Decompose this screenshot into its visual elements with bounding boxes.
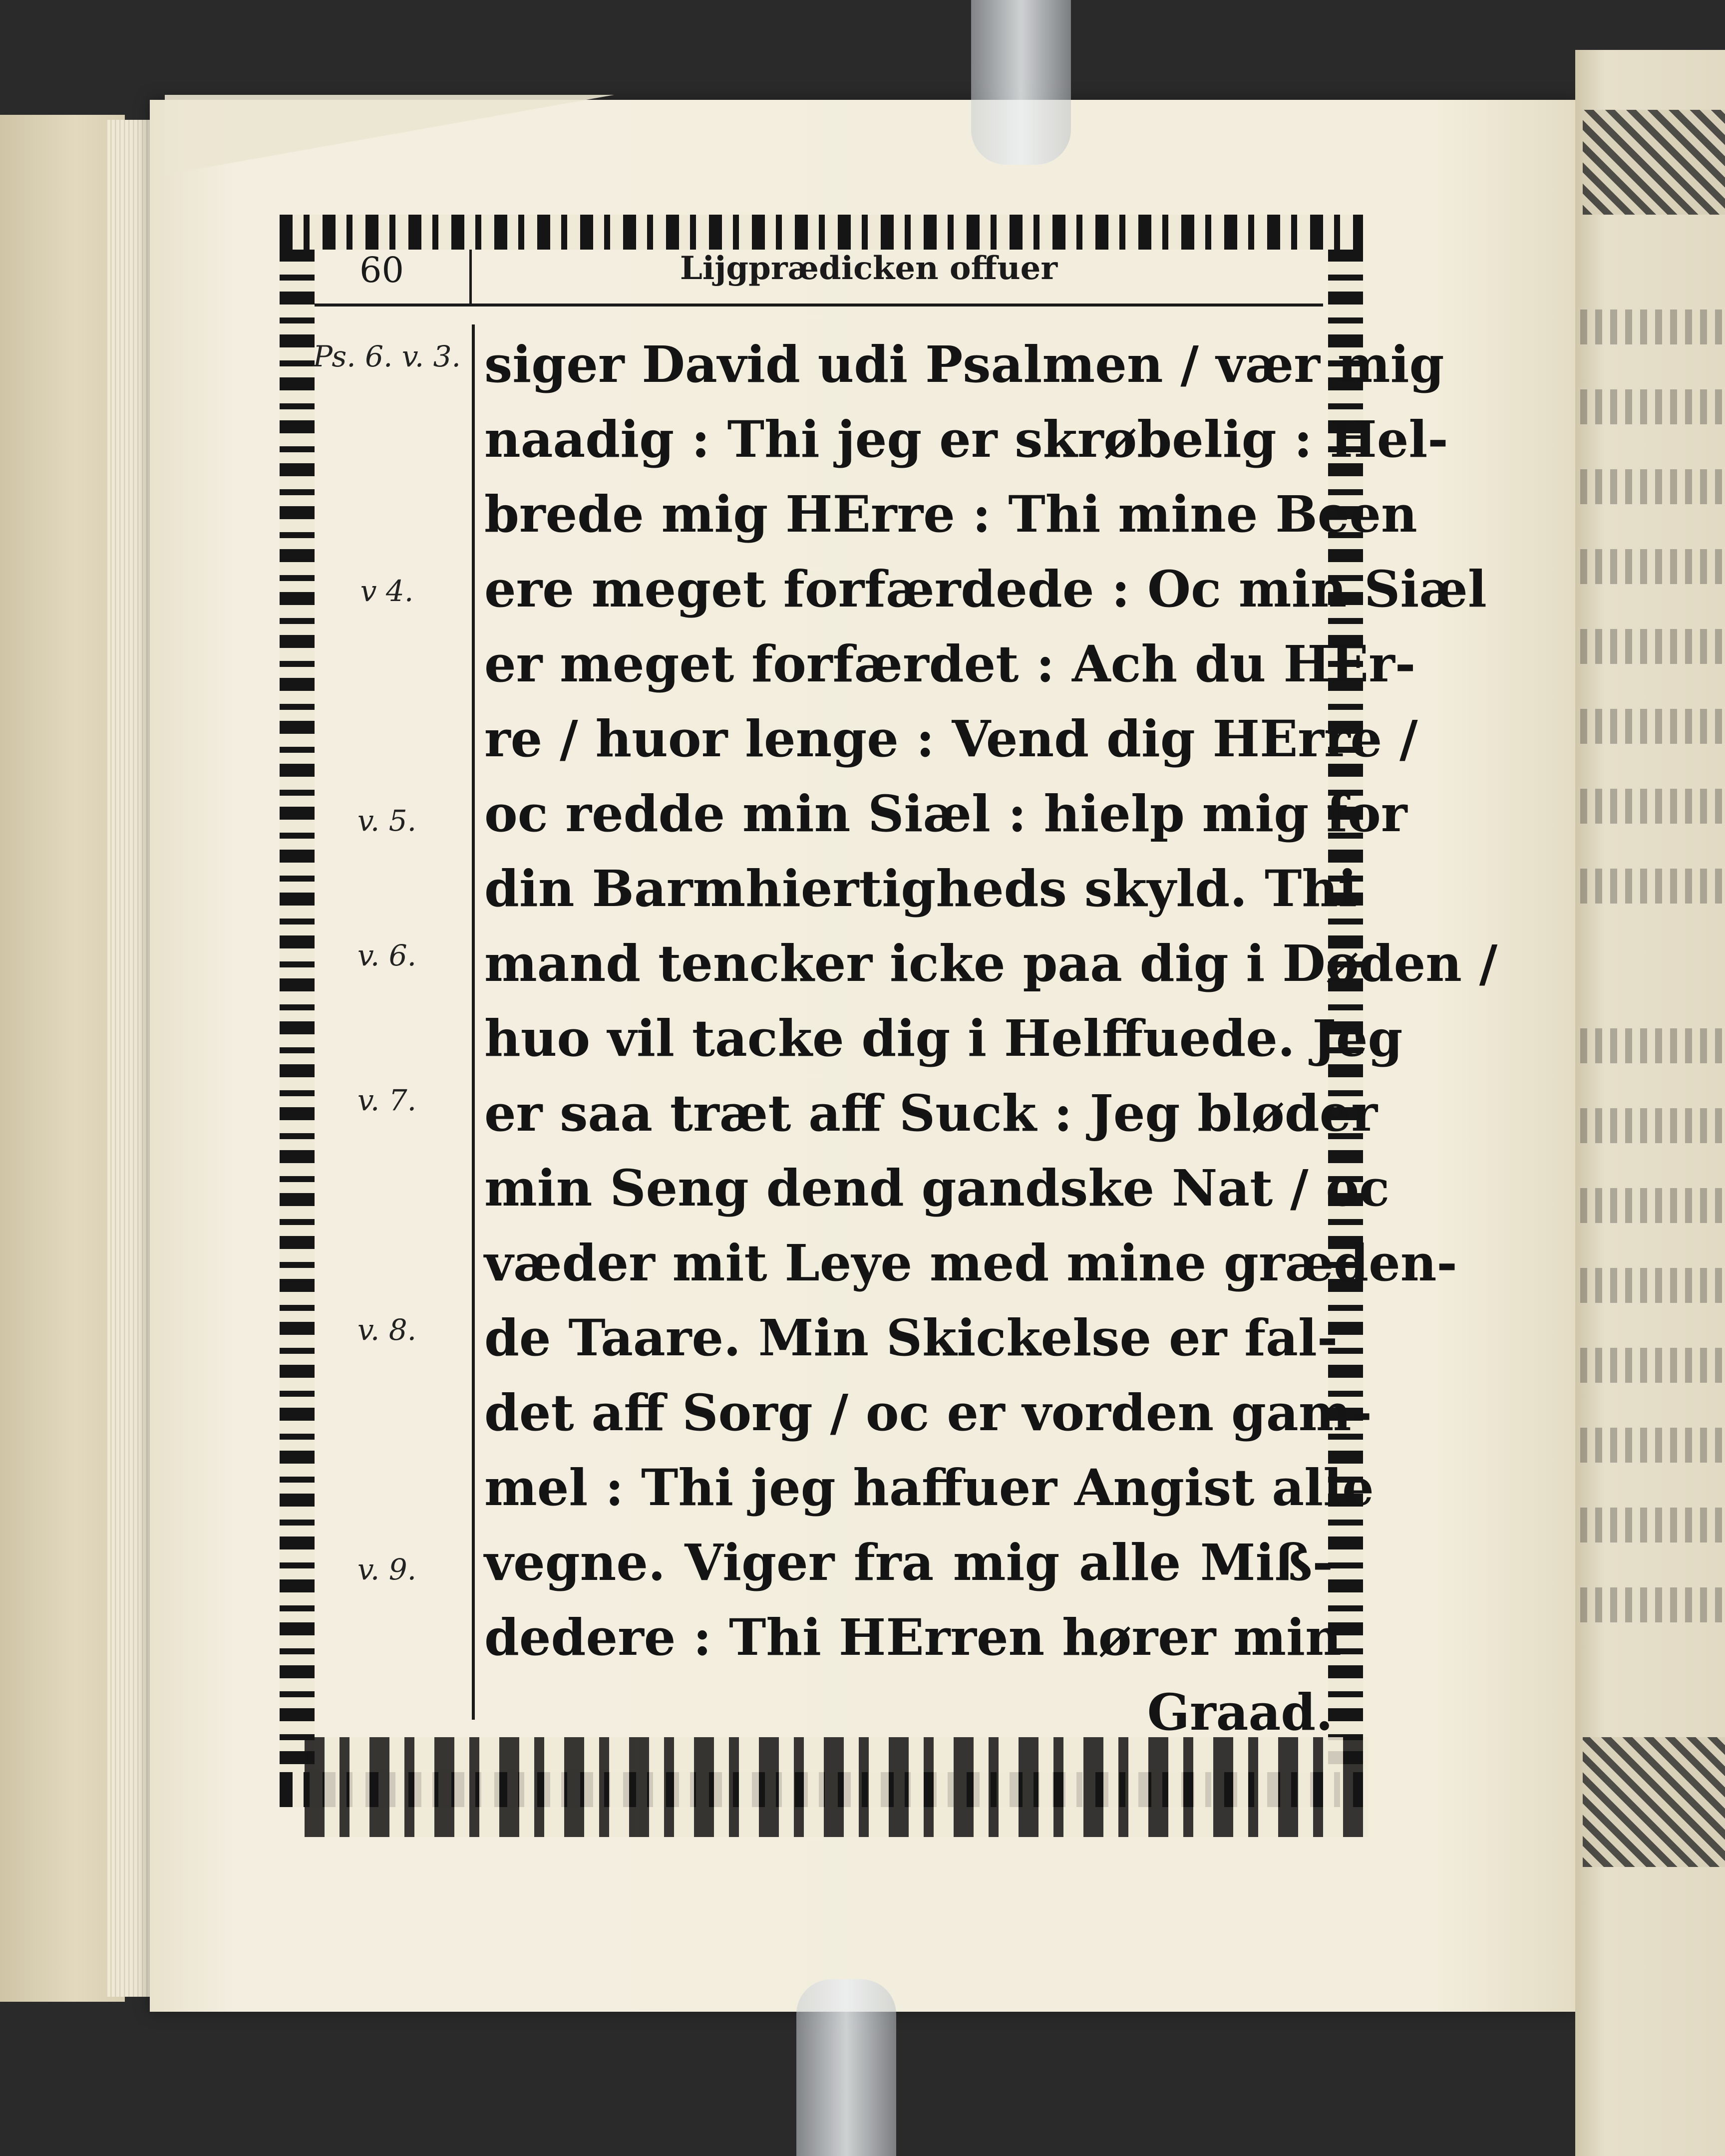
next-page-ornament — [1583, 1737, 1725, 1867]
text-line: huo vil tacke dig i Helffuede. Jeg — [484, 1009, 1403, 1068]
next-page-text-line — [1580, 1508, 1725, 1542]
margin-note: v. 9. — [357, 1552, 417, 1586]
margin-notes — [310, 324, 464, 1722]
next-page-ornament — [1583, 110, 1725, 215]
next-page-text-line — [1580, 1428, 1725, 1463]
previous-page — [0, 115, 125, 2002]
next-page-text-line — [1580, 1348, 1725, 1383]
next-page-text-line — [1580, 389, 1725, 424]
next-page-text-line — [1580, 789, 1725, 824]
text-line: er meget forfærdet : Ach du HEr- — [484, 634, 1416, 693]
text-line: brede mig HErre : Thi mine Been — [484, 485, 1417, 544]
text-line: oc redde min Siæl : hielp mig for — [484, 784, 1407, 843]
text-line: vegne. Viger fra mig alle Miß- — [484, 1533, 1333, 1592]
margin-note: v. 5. — [357, 804, 417, 838]
page-clip — [796, 1979, 896, 2156]
next-page-text-line — [1580, 309, 1725, 344]
margin-note: Ps. 6. v. 3. — [313, 339, 461, 373]
body-text — [484, 324, 1498, 1752]
margin-note: v 4. — [360, 574, 414, 608]
text-line: min Seng dend gandske Nat / oc — [484, 1159, 1390, 1218]
next-page-text-line — [1580, 469, 1725, 504]
header-divider — [469, 250, 472, 305]
text-line: Graad. — [1147, 1683, 1333, 1742]
text-line: det aff Sorg / oc er vorden gam- — [484, 1383, 1373, 1442]
page-clip — [971, 0, 1071, 165]
next-page-text-line — [1580, 709, 1725, 744]
next-page-text-line — [1580, 1028, 1725, 1063]
text-line: din Barmhiertigheds skyld. Thi — [484, 859, 1358, 918]
next-page-text-line — [1580, 1268, 1725, 1303]
next-page-text-line — [1580, 1188, 1725, 1223]
text-line: de Taare. Min Skickelse er fal- — [484, 1308, 1338, 1367]
margin-note: v. 6. — [357, 938, 417, 972]
next-page-text-line — [1580, 1108, 1725, 1143]
text-line: ere meget forfærdede : Oc min Siæl — [484, 560, 1487, 618]
ornamental-border-bottom — [305, 1737, 1368, 1837]
text-line: væder mit Leye med mine græden- — [484, 1233, 1457, 1292]
text-line: naadig : Thi jeg er skrøbelig : Hel- — [484, 410, 1448, 469]
text-line: mel : Thi jeg haffuer Angist alle — [484, 1458, 1374, 1517]
running-head: Lijgprædicken offuer — [680, 250, 1058, 287]
margin-note: v. 7. — [357, 1083, 417, 1117]
text-line: re / huor lenge : Vend dig HErre / — [484, 709, 1418, 768]
next-page — [1575, 50, 1725, 2156]
next-page-text-line — [1580, 869, 1725, 904]
text-line: er saa træt aff Suck : Jeg bløder — [484, 1084, 1378, 1143]
page-number: 60 — [359, 250, 404, 291]
margin-rule — [472, 324, 475, 1720]
margin-note: v. 8. — [357, 1313, 417, 1347]
next-page-text-line — [1580, 549, 1725, 584]
header-rule — [315, 304, 1323, 307]
next-page-text-line — [1580, 1587, 1725, 1622]
text-line: dedere : Thi HErren hører min — [484, 1608, 1342, 1667]
text-line: siger David udi Psalmen / vær mig — [484, 335, 1444, 394]
text-line: mand tencker icke paa dig i Døden / — [484, 934, 1498, 993]
next-page-text-line — [1580, 629, 1725, 664]
